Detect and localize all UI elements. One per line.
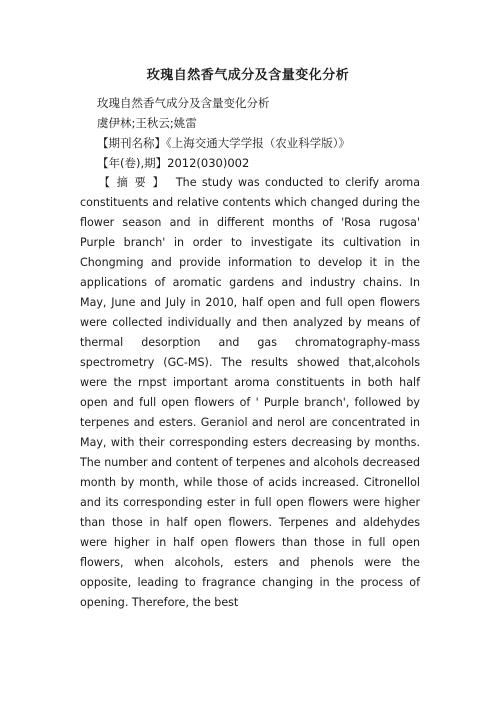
abstract [80,173,420,613]
journal-label: 【期刊名称】 [97,136,166,150]
issue-line [97,153,249,173]
authors: 虞伊林;王秋云;姚雷 [97,116,197,130]
issue-label: 【年(卷),期】 [97,156,168,170]
issue-value: 2012(030)002 [167,156,250,170]
abstract-text: The study was conducted to clerify aroma constituents and relative contents which changed during the flower season and in different months of 'Rosa rugosa' Purple branch' in order to investigate its cultivation in Chongming and provide information to develop it in the applications of aromatic gardens and industry chains. In May, June and July in 2010, half open and full open flowers were collected individually and then analyzed by means of thermal desorption and gas chromatography-mass spectrometry (GC-MS). The results showed that,alcohols were the rnpst important aroma constituents in both half open and full open flowers of ' Purple branch', followed by terpenes and esters. Geraniol and nerol are concentrated in May, with their corresponding esters decreasing by months. The number and content of terpenes and alcohols decreased month by month, while those of acids increased. Citronellol and its corresponding ester in full open flowers were higher than those in half open flowers. Terpenes and aldehydes were higher in half open flowers than those in full open flowers, when alcohols, esters and phenols were the opposite, leading to fragrance changing in the process of opening. Therefore, the best [80,176,420,609]
journal-line [97,133,350,153]
abstract-label: 【摘要】 [97,176,171,189]
journal-value: 《上海交通大学学报（农业科学版）》 [166,136,350,150]
document-title: 玫瑰自然香气成分及含量变化分析 [146,68,350,83]
article-title: 玫瑰自然香气成分及含量变化分析 [97,96,270,110]
